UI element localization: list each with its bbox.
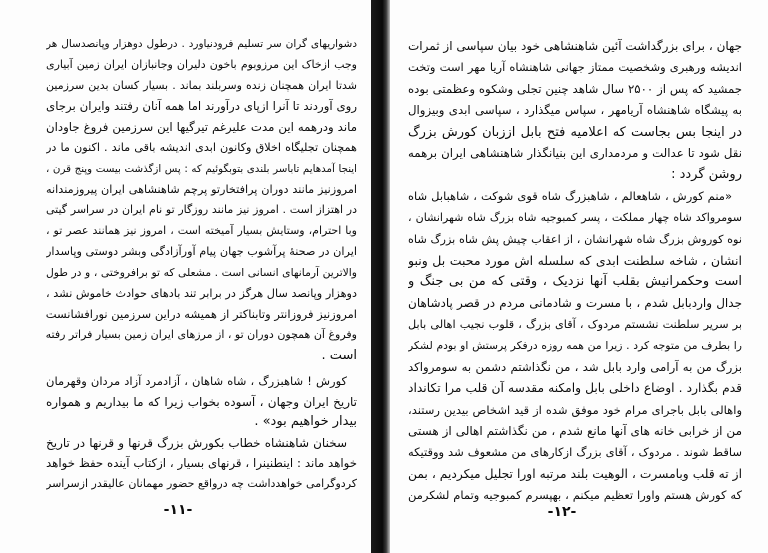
text-line: سومرواکد شاه چهار مملکت ، پسر کمبوجیه شاه بزرگ شاه شهرانشان ،: [408, 211, 742, 225]
text-line: جهان ، برای بزرگداشت آئین شاهنشاهی خود بیان سپاسی از ثمرات: [408, 39, 742, 53]
text-line: ایران در صحنهٔ پرآشوب جهان پیام آورآزادگی وبشر دوستی وپاسدار: [46, 244, 357, 258]
page-number: -۱۱-: [163, 502, 193, 518]
text-line: نقل شود تا عدالت و مردمداری این بنیانگذار شاهنشاهی ایران برهمه: [408, 145, 742, 160]
text-line: واهالی بابل باجرای مرام خود موفق شده از قید اشخاص بیدین رستند،: [408, 402, 742, 417]
text-line: اینجا آمدهایم تاباسر بلندی بتوبگوئیم که : پس ازگذشت بیست وپنج قرن ،: [46, 162, 357, 175]
page-number: -۱۲-: [547, 504, 577, 520]
text-line: قدم بگذارد . اوضاع داخلی بابل وامکنه مقدسه آن قلب مرا تکانداد: [408, 381, 742, 396]
right-page-text: [408, 36, 742, 507]
text-line: تاریخ ایران وجهان ، آسوده بخواب زیرا که ما بیداریم و همواره: [46, 394, 357, 409]
text-line: ماند ودرهمه این مدت علیرغم تیرگیها این سرزمین فروغ جاودان: [46, 120, 357, 135]
left-page-text-continued: [46, 371, 357, 495]
text-line: انشان ، شاخه سلطنت ابدی که سلسله اش مورد محبت بل ونبو: [408, 252, 742, 268]
text-line: بر سریر سلطنت نشستم مردوک ، آقای بزرگ ، قلوب نجیب اهالی بابل: [408, 318, 742, 332]
text-line: وفروغ آن همچون دوران تو ، از مرزهای ایران زمین بسیار فراتر رفته: [46, 328, 357, 342]
text-line: روشن گردد :: [671, 167, 742, 183]
text-line: است وحکمرانیش بقلب آنها نزدیک ، وقتی که من بی جنگ و: [408, 274, 742, 290]
text-line: دشواریهای گران سر تسلیم فرودنیاورد . درطول دوهزار وپانصدسال هر: [46, 38, 357, 50]
text-line: کردوگرامی خواهدداشت چه درواقع حضور مهمانان عالیقدر ازسراسر: [46, 476, 357, 490]
text-line: اندیشه ورهبری وشخصیت ممتاز جهانی شاهنشاه آریا مهر است وتخت: [408, 60, 742, 75]
text-line: نوه کوروش بزرگ شاه شهرانشان ، از اعقاب چیش پش شاه بزرگ شاه: [408, 232, 742, 246]
text-line: جمشید که پس از ۲۵۰۰ سال شاهد چنین تجلی وشکوه وعظمتی بوده: [408, 81, 742, 96]
text-line: «منم کورش ، شاهعالم ، شاهبزرگ شاه قوی شوکت ، شاهبابل شاه: [408, 188, 732, 203]
text-line: امروزنیز مانند دوران پرافتخارتو پرچم شاهنشاهی ایران پیروزمندانه: [46, 182, 357, 196]
text-line: وبا احترام، وستایش بسیار آمیخته است ، امروز نیز همانند عصر تو ،: [46, 224, 357, 238]
text-line: بیدار خواهیم بود» .: [254, 414, 357, 430]
text-line: جدال واردبابل شدم ، با مسرت و شادمانی مردم در قصر پادشاهان: [408, 295, 742, 310]
text-line: وجب ازخاک این مرزوبوم باخون دلیران وجانبازان ایران زمین آبیاری: [46, 57, 357, 71]
book-gutter: [371, 0, 390, 553]
text-line: به پیشگاه شاهنشاه آریامهر ، سپاس میگذارد ، سپاسی ابدی وبیزوال: [408, 103, 742, 118]
text-line: شدتا ایران همچنان زنده وسربلند بماند . بسیار کسان بدین سرزمین: [46, 78, 357, 92]
text-line: در اینجا بس بجاست که اعلامیه فتح بابل اززبان کورش بزرگ: [408, 124, 742, 140]
text-line: امروزنیز فروزانتر وتابناکتر از همیشه دراین سرزمین نورافشانست: [46, 307, 357, 322]
text-line: که کورش هستم واورا تعظیم میکنم ، بهپسرم کمبوجیه وتمام لشکرمن: [408, 488, 742, 503]
text-line: ساقط شوند . مردوک ، آقای بزرگ ازکارهای من مشعوف شد ووقتیکه: [408, 445, 742, 460]
text-line: دوهزار وپانصد سال هرگز در برابر تند بادهای حوادث خاموش نشد ،: [46, 286, 357, 300]
text-line: روی آوردند تا آنرا ازپای درآورند اما همه آنان رفتند وایران برجای: [46, 99, 357, 114]
text-line: والاترین آرمانهای انسانی است . مشعلی که تو برافروختی ، و در طول: [46, 265, 357, 279]
text-line: در اهتزاز است . امروز نیز مانند روزگار تو نام ایران در سراسر گیتی: [46, 203, 357, 217]
text-line: من از خرابی خانه های آنها مانع شدم ، من نگذاشتم اهالی از هستی: [408, 424, 742, 439]
text-line: سخنان شاهنشاه خطاب بکورش بزرگ قرنها و قرنها در تاریخ: [46, 435, 347, 450]
text-line: کورش ! شاهبزرگ ، شاه شاهان ، آزادمرد آزاد مردان وقهرمان: [46, 374, 347, 388]
text-line: را بطرف من متوجه کرد . زیرا من همه روزه درفکر پرستش او بودم لشکر: [408, 339, 742, 353]
text-line: خواهد ماند : اینطنینرا ، قرنهای بسیار ، ازکتاب آینده حفظ خواهد: [46, 456, 357, 471]
text-line: است .: [321, 347, 357, 363]
text-line: همچنان تجلیگاه اخلاق وکانون ابدی اندیشه باقی ماند . اکنون ما در: [46, 140, 357, 154]
left-page-text: [46, 34, 357, 367]
text-line: بزرگ من به آرامی وارد بابل شد ، من نگذاشتم دشمن به سومرواکد: [408, 359, 742, 374]
text-line: از ته قلب وبامسرت ، الوهیت بلند مرتبه اورا تجلیل میکردیم ، بمن: [408, 466, 742, 481]
